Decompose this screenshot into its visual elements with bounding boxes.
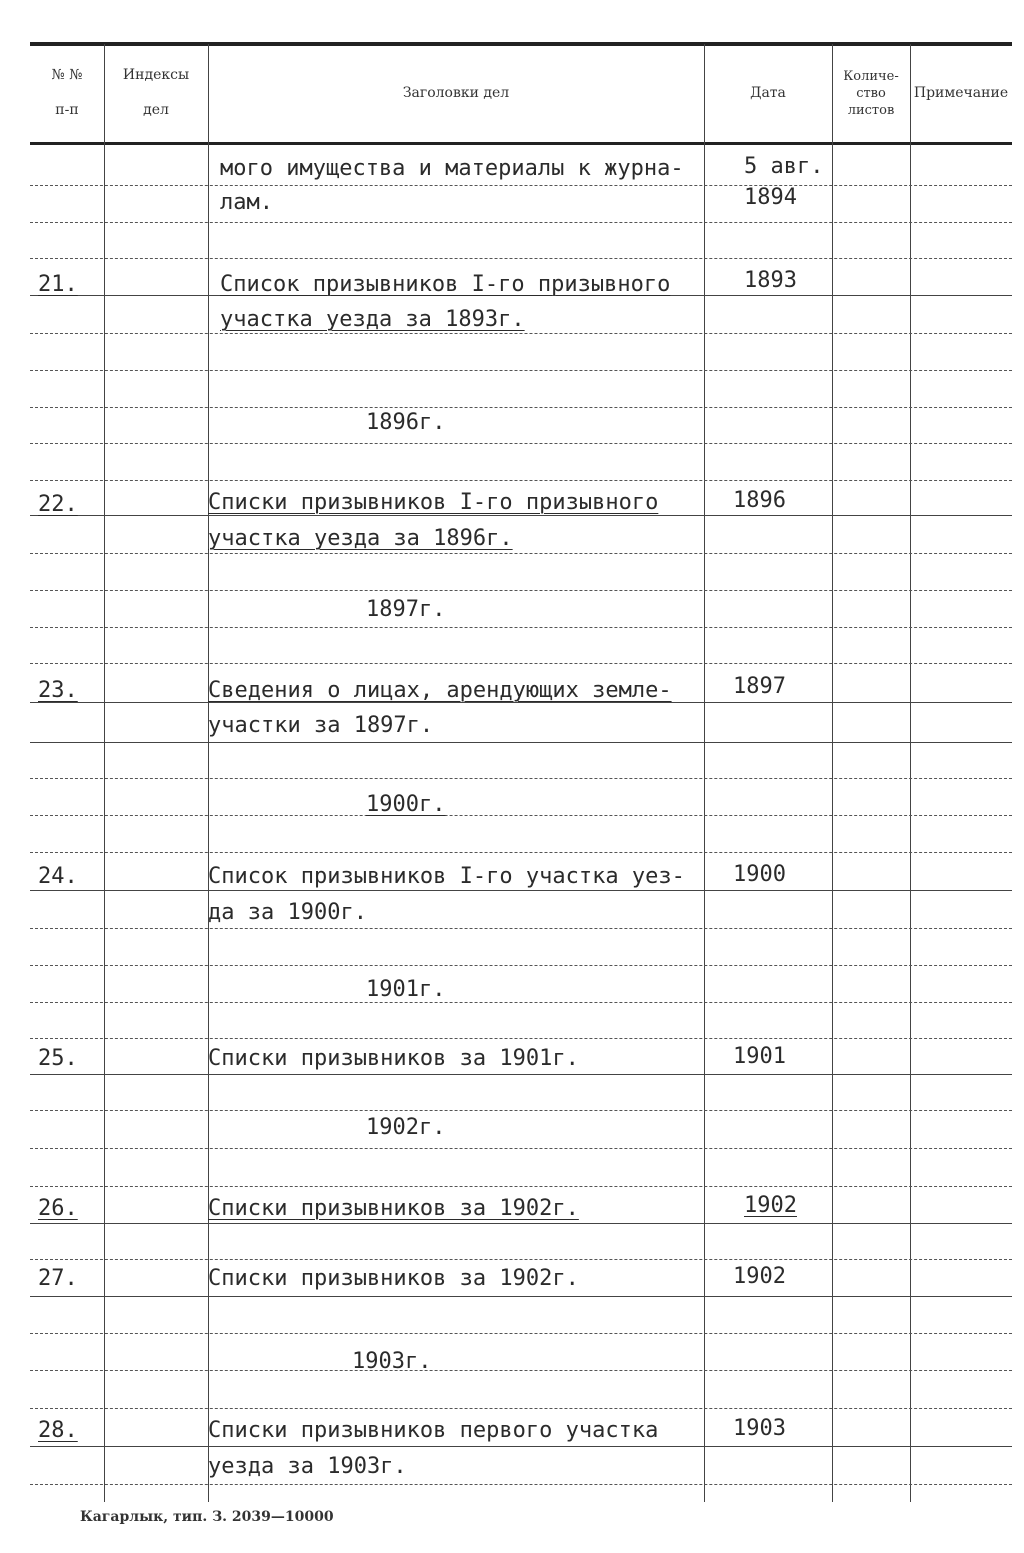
record-date: 1901 <box>733 1044 786 1069</box>
record-title-line2: участка уезда за 1893г. <box>220 307 525 332</box>
ruled-line <box>30 1038 1012 1039</box>
year-heading: 1900г. <box>366 792 446 817</box>
ruled-line <box>30 1259 1012 1260</box>
ruled-line <box>30 370 1012 371</box>
column-divider <box>832 44 833 1502</box>
record-title-line1: Сведения о лицах, арендующих земле- <box>208 678 672 703</box>
year-heading: 1896г. <box>366 410 446 435</box>
record-date: 1902 <box>733 1264 786 1289</box>
column-divider <box>104 44 105 1502</box>
ruled-line <box>30 890 1012 891</box>
record-date: 1896 <box>733 488 786 513</box>
record-date: 1897 <box>733 674 786 699</box>
ruled-line <box>30 1148 1012 1149</box>
record-title-line1: Списки призывников за 1901г. <box>208 1046 579 1071</box>
ruled-line <box>30 553 1012 554</box>
ruled-line <box>30 1002 1012 1003</box>
year-heading: 1901г. <box>366 977 446 1002</box>
record-title-line1: Список призывников I-го участка уез- <box>208 864 685 889</box>
continuation-date-line2: 1894 <box>744 185 797 210</box>
header-notes: Примечание <box>913 84 1009 101</box>
record-title-line2: да за 1900г. <box>208 900 367 925</box>
column-divider <box>910 44 911 1502</box>
year-heading: 1897г. <box>366 597 446 622</box>
record-number: 25. <box>38 1046 78 1071</box>
year-heading: 1903г. <box>352 1349 432 1374</box>
continuation-date-line1: 5 авг. <box>744 154 824 179</box>
ruled-line <box>30 852 1012 853</box>
ruled-line <box>30 1408 1012 1409</box>
ruled-line <box>30 258 1012 259</box>
record-number: 22. <box>38 492 78 517</box>
ruled-line <box>30 590 1012 591</box>
ruled-line <box>30 1484 1012 1485</box>
ruled-line <box>30 1333 1012 1334</box>
record-date: 1893 <box>744 268 797 293</box>
printer-imprint: Кагарлык, тип. З. 2039—10000 <box>80 1509 334 1525</box>
ruled-line <box>30 663 1012 664</box>
ruled-line <box>30 627 1012 628</box>
record-date: 1900 <box>733 862 786 887</box>
ruled-line <box>30 443 1012 444</box>
ruled-line <box>30 480 1012 481</box>
record-date: 1902 <box>744 1193 797 1218</box>
record-number: 27. <box>38 1266 78 1291</box>
ruled-line <box>30 742 1012 743</box>
ruled-line <box>30 815 1012 816</box>
record-number: 28. <box>38 1418 78 1443</box>
ruled-line <box>30 1446 1012 1447</box>
header-index: Индексы дел <box>122 67 190 118</box>
ruled-line <box>30 185 1012 186</box>
record-title-line1: Список призывников I-го призывного <box>220 272 671 297</box>
header-title: Заголовки дел <box>402 84 510 101</box>
record-date: 1903 <box>733 1416 786 1441</box>
table-header-border <box>30 142 1012 145</box>
record-number: 26. <box>38 1196 78 1221</box>
record-title-line1: Списки призывников за 1902г. <box>208 1266 579 1291</box>
ruled-line <box>30 928 1012 929</box>
continuation-title-line2: лам. <box>220 190 273 215</box>
record-title-line1: Списки призывников за 1902г. <box>208 1196 579 1221</box>
record-title-line2: участки за 1897г. <box>208 713 434 738</box>
record-number: 24. <box>38 864 78 889</box>
ruled-line <box>30 1074 1012 1075</box>
ruled-line <box>30 1370 1012 1371</box>
ruled-line <box>30 778 1012 779</box>
continuation-title-line1: мого имущества и материалы к журна- <box>220 156 684 181</box>
record-title-line2: уезда за 1903г. <box>208 1454 407 1479</box>
ruled-line <box>30 1186 1012 1187</box>
ruled-line <box>30 1223 1012 1224</box>
year-heading: 1902г. <box>366 1115 446 1140</box>
record-title-line1: Списки призывников первого участка <box>208 1418 659 1443</box>
header-number: № № п-п <box>51 67 83 118</box>
record-title-line1: Списки призывников I-го призывного <box>208 490 659 515</box>
ruled-line <box>30 333 1012 334</box>
header-date: Дата <box>750 84 786 101</box>
record-number: 23. <box>38 678 78 703</box>
ruled-line <box>30 407 1012 408</box>
record-title-line2: участка уезда за 1896г. <box>208 526 513 551</box>
ruled-line <box>30 965 1012 966</box>
record-number: 21. <box>38 272 78 297</box>
header-sheets: Количе- ство листов <box>843 68 899 118</box>
ruled-line <box>30 1110 1012 1111</box>
ruled-line <box>30 222 1012 223</box>
ruled-line <box>30 1296 1012 1297</box>
column-divider <box>704 44 705 1502</box>
